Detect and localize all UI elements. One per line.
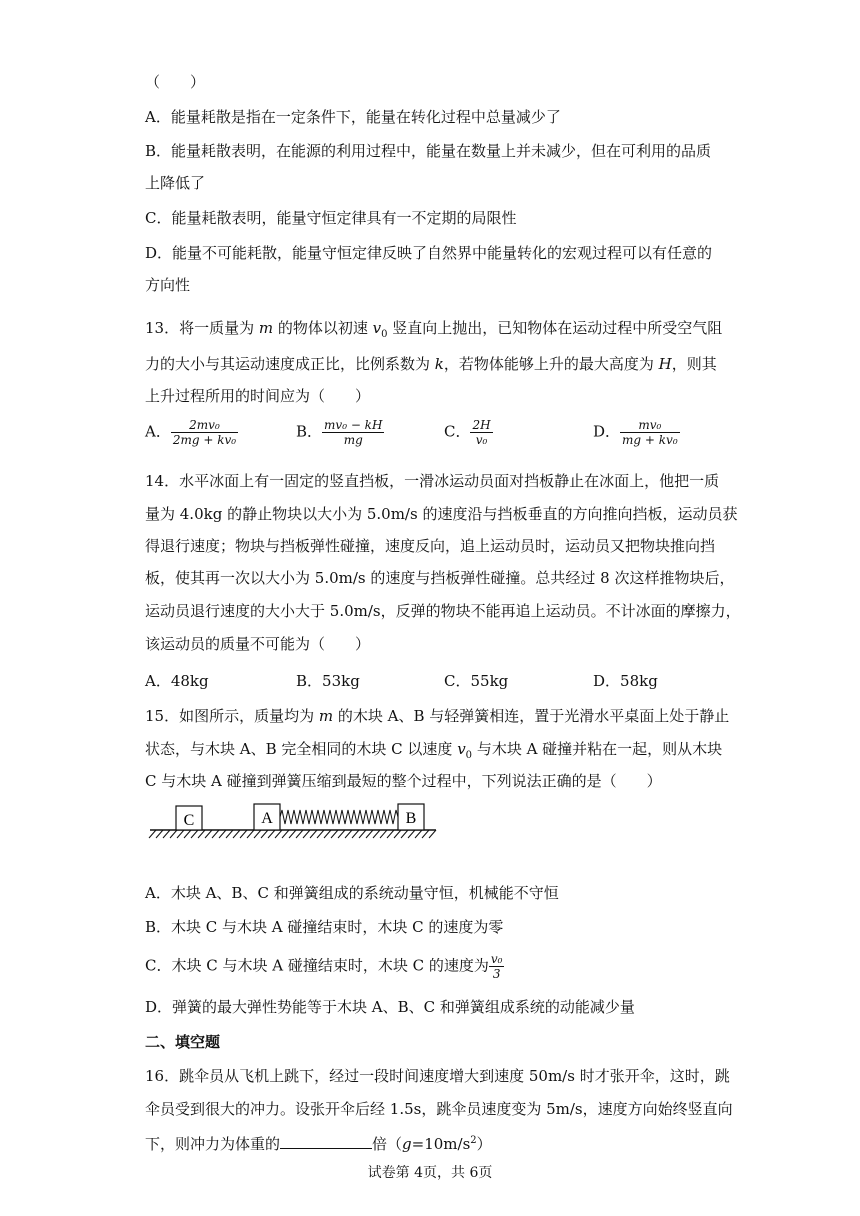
q14-line1: 14．水平冰面上有一固定的竖直挡板，一滑冰运动员面对挡板静止在冰面上，他把一质 [145,472,720,490]
q13-line1: 13．将一质量为 m 的物体以初速 $v_0$ 竖直向上抛出，已知物体在运动过程中所受空气阻 [145,319,723,340]
q14-line3: 得退行速度；物块与挡板弹性碰撞，速度反向，追上运动员时，运动员又把物块推向挡 [145,537,716,555]
q12-option-d-line1: D．能量不可能耗散，能量守恒定律反映了自然界中能量转化的宏观过程可以有任意的 [145,244,713,262]
q12-option-d-line2: 方向性 [145,276,191,294]
block-c-label: C [183,812,195,829]
q16-line2: 伞员受到很大的冲力。设张开伞后经 1.5s，跳伞员速度变为 5m/s，速度方向始终竖直向 [145,1100,733,1118]
q15-option-c: C．木块 C 与木块 A 碰撞结束时，木块 C 的速度为 $\frac{\text{v₀}}{3}$ [145,952,503,981]
q12-option-c: C．能量耗散表明，能量守恒定律具有一不定期的局限性 [145,209,517,227]
q14-option-d: D．58kg [593,672,658,690]
q13-line2: 力的大小与其运动速度成正比，比例系数为 k，若物体能够上升的最大高度为 H，则其 [145,355,717,373]
q15-figure [146,800,446,846]
fraction: $\frac{\text{2mv₀}}{\text{2mg + kv₀}}$ [172,418,237,447]
q16-line1: 16．跳伞员从飞机上跳下，经过一段时间速度增大到速度 50m/s 时才张开伞，这时，跳 [145,1067,730,1085]
q15-line2: 状态，与木块 A、B 完全相同的木块 C 以速度 $v_0$ 与木块 A 碰撞并粘在一起，则从木块 [145,740,723,761]
q14-option-c: C．55kg [444,672,509,690]
q13-option-d: D． $\frac{\text{mv₀}}{\text{mg + kv₀}}$ [593,418,678,447]
q12-option-b-line2: 上降低了 [145,174,206,192]
block-a-label: A [261,810,273,827]
q12-option-b-line1: B．能量耗散表明，在能源的利用过程中，能量在数量上并未减少，但在可利用的品质 [145,142,712,160]
spring [280,810,398,824]
answer-blank [280,1133,372,1149]
q13-option-b: B． $\frac{\text{mv₀ − kH}}{mg}$ [296,418,383,447]
q15-line1: 15．如图所示，质量均为 m 的木块 A、B 与轻弹簧相连，置于光滑水平桌面上处于静止 [145,707,730,725]
section-heading: 二、填空题 [145,1033,221,1051]
q13-option-a: A． $\frac{\text{2mv₀}}{\text{2mg + kv₀}}$ [145,418,237,447]
q13-option-c: C． $\frac{2H}{\text{v₀}}$ [444,418,491,447]
q14-line4: 板，使其再一次以大小为 5.0m/s 的速度与挡板弹性碰撞。总共经过 8 次这样推物块后， [145,569,735,587]
q14-line6: 该运动员的质量不可能为（ ） [145,635,371,653]
q15-option-b: B．木块 C 与木块 A 碰撞结束时，木块 C 的速度为零 [145,918,504,936]
q14-line5: 运动员退行速度的大小大于 5.0m/s，反弹的物块不能再追上运动员。不计冰面的摩擦力， [145,602,741,620]
page-footer: 试卷第 4页，共 6页 [367,1165,493,1181]
q13-line3: 上升过程所用的时间应为（ ） [145,387,371,405]
block-b-label: B [405,810,417,827]
fraction: $\frac{\text{v₀}}{3}$ [490,952,503,981]
q15-line3: C 与木块 A 碰撞到弹簧压缩到最短的整个过程中，下列说法正确的是（ ） [145,772,662,790]
q15-option-a: A．木块 A、B、C 和弹簧组成的系统动量守恒，机械能不守恒 [145,884,559,902]
fraction: $\frac{2H}{\text{v₀}}$ [472,418,491,447]
fraction: $\frac{\text{mv₀ − kH}}{mg}$ [324,418,383,447]
q14-option-b: B．53kg [296,672,360,690]
q12-option-a: A．能量耗散是指在一定条件下，能量在转化过程中总量减少了 [145,108,561,126]
q14-line2: 量为 4.0kg 的静止物块以大小为 5.0m/s 的速度沿与挡板垂直的方向推向挡板，运动员获 [145,505,738,523]
q15-option-d: D．弹簧的最大弹性势能等于木块 A、B、C 和弹簧组成系统的动能减少量 [145,998,635,1016]
q14-option-a: A．48kg [145,672,209,690]
q16-line3: 下，则冲力为体重的 倍$(g=10m/s^2)$ [145,1135,492,1153]
fraction: $\frac{\text{mv₀}}{\text{mg + kv₀}}$ [622,418,678,447]
q12-paren: （ ） [145,73,206,91]
